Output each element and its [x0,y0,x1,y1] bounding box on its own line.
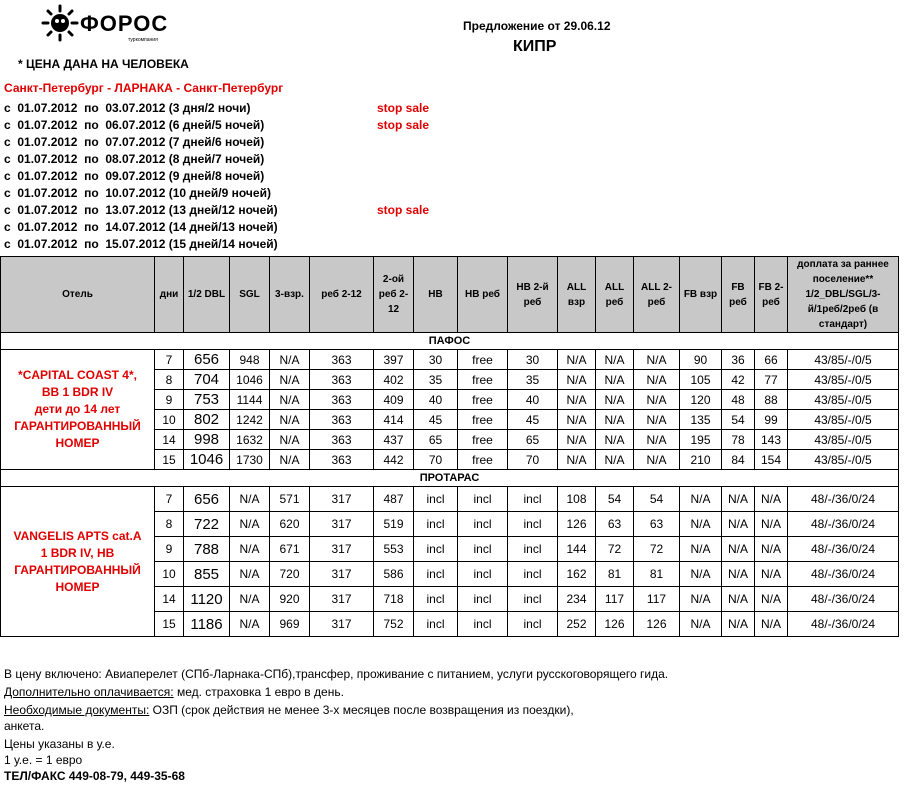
hotel-name-line: дети до 14 лет [34,402,121,416]
table-cell: N/A [680,537,722,562]
table-cell: 234 [558,587,596,612]
table-cell: 722 [184,512,230,537]
date-range: с 01.07.2012 по 08.07.2012 (8 дней/7 ночей) [4,152,265,166]
table-cell: incl [414,612,458,637]
table-cell: 720 [270,562,310,587]
table-row [1,350,899,370]
table-cell: N/A [755,512,788,537]
column-header: Отель [1,257,155,333]
table-cell: 195 [680,430,722,450]
table-cell: N/A [722,562,755,587]
table-cell: N/A [680,562,722,587]
table-cell: incl [414,512,458,537]
table-cell: 363 [310,430,374,450]
stop-sale-label: stop sale [377,203,430,217]
table-cell: incl [414,587,458,612]
price-note: * ЦЕНА ДАНА НА ЧЕЛОВЕКА [18,57,189,71]
table-cell: N/A [596,370,634,390]
table-cell: N/A [270,430,310,450]
table-cell: 1120 [184,587,230,612]
table-cell: 969 [270,612,310,637]
hotel-name-line: *CAPITAL COAST 4*, [18,368,137,382]
table-cell: 126 [596,612,634,637]
table-cell: 855 [184,562,230,587]
table-cell: 81 [634,562,680,587]
table-cell: free [458,370,508,390]
table-cell: 126 [558,512,596,537]
section-row [1,470,899,487]
hotel-name-line: 1 BDR IV, HB [40,545,115,560]
date-row [4,169,278,186]
table-cell: N/A [230,487,270,512]
docs-label: Необходимые документы: [4,703,150,717]
table-cell: incl [458,612,508,637]
table-cell: N/A [596,450,634,470]
country-title: КИПР [513,38,557,55]
table-cell: N/A [596,350,634,370]
table-cell: 135 [680,410,722,430]
table-cell: 48/-/36/0/24 [788,537,899,562]
table-cell: N/A [596,390,634,410]
table-cell: incl [458,587,508,612]
table-cell: free [458,350,508,370]
table-cell: incl [458,512,508,537]
table-cell: 43/85/-/0/5 [788,350,899,370]
table-cell: 65 [508,430,558,450]
column-header: 2-ой реб 2-12 [374,257,414,333]
table-cell: 363 [310,350,374,370]
table-cell: 586 [374,562,414,587]
table-cell: 363 [310,450,374,470]
table-cell: N/A [634,350,680,370]
table-cell: 553 [374,537,414,562]
table-cell: 8 [155,512,184,537]
currency-note: Цены указаны в у.е. [4,737,115,751]
table-cell: 14 [155,430,184,450]
table-cell: N/A [558,390,596,410]
column-header: HB реб [458,257,508,333]
offer-date: Предложение от 29.06.12 [463,19,611,33]
table-cell: N/A [722,612,755,637]
column-header: 3-взр. [270,257,310,333]
table-cell: N/A [634,430,680,450]
table-cell: 7 [155,350,184,370]
table-cell: 1632 [230,430,270,450]
table-cell: N/A [680,487,722,512]
table-cell: 30 [414,350,458,370]
extra-payment [4,685,344,699]
table-cell: 1242 [230,410,270,430]
table-cell: 802 [184,410,230,430]
column-header: HB [414,257,458,333]
documents [4,703,574,717]
table-cell: N/A [270,350,310,370]
column-header: SGL [230,257,270,333]
column-header: 1/2 DBL [184,257,230,333]
column-header: FB 2-реб [755,257,788,333]
table-cell: 718 [374,587,414,612]
table-cell: 1186 [184,612,230,637]
docs-text-continued: анкета. [4,719,45,733]
date-row [4,152,278,169]
table-cell: 117 [596,587,634,612]
table-cell: 143 [755,430,788,450]
table-cell: 43/85/-/0/5 [788,450,899,470]
table-cell: N/A [270,410,310,430]
table-cell: 63 [596,512,634,537]
table-cell: 54 [722,410,755,430]
table-cell: 70 [508,450,558,470]
table-cell: 788 [184,537,230,562]
table-cell: 317 [310,612,374,637]
table-cell: 90 [680,350,722,370]
table-cell: 43/85/-/0/5 [788,370,899,390]
route-title: Санкт-Петербург - ЛАРНАКА - Санкт-Петербург [4,81,284,95]
date-row [4,237,278,254]
table-cell: 656 [184,350,230,370]
table-cell: N/A [634,390,680,410]
section-row [1,333,899,350]
date-range: с 01.07.2012 по 09.07.2012 (9 дней/8 ночей) [4,169,265,183]
table-cell: 40 [508,390,558,410]
table-cell: 10 [155,410,184,430]
table-cell: 1046 [184,450,230,470]
table-cell: 66 [755,350,788,370]
table-cell: N/A [558,430,596,450]
table-cell: 414 [374,410,414,430]
column-header: ALL реб [596,257,634,333]
phone-fax: ТЕЛ/ФАКС 449-08-79, 449-35-68 [4,769,185,783]
table-cell: 81 [596,562,634,587]
table-cell: N/A [230,537,270,562]
table-cell: N/A [230,562,270,587]
table-cell: 252 [558,612,596,637]
column-header: FB реб [722,257,755,333]
table-cell: incl [414,537,458,562]
table-cell: incl [458,562,508,587]
sun-emblem-icon [43,6,77,40]
table-cell: N/A [722,487,755,512]
hotel-name-line: НОМЕР [55,579,100,594]
table-cell: 317 [310,562,374,587]
table-cell: incl [508,612,558,637]
hotel-name-line: BB 1 BDR IV [41,385,114,399]
table-cell: 72 [596,537,634,562]
table-cell: 35 [414,370,458,390]
column-header: ALL взр [558,257,596,333]
table-cell: 948 [230,350,270,370]
table-cell: 77 [755,370,788,390]
docs-text: ОЗП (срок действия не менее 3-х месяцев после возвращения из поездки), [149,703,574,717]
table-cell: 63 [634,512,680,537]
table-cell: incl [508,562,558,587]
svg-text:туркомпания: туркомпания [128,37,158,43]
table-cell: 108 [558,487,596,512]
table-cell: 437 [374,430,414,450]
table-cell: N/A [755,537,788,562]
table-cell: N/A [634,370,680,390]
table-cell: 48/-/36/0/24 [788,612,899,637]
table-cell: N/A [755,587,788,612]
table-cell: 43/85/-/0/5 [788,410,899,430]
table-cell: N/A [558,410,596,430]
table-cell: 88 [755,390,788,410]
table-cell: incl [508,512,558,537]
table-cell: 36 [722,350,755,370]
column-header: реб 2-12 [310,257,374,333]
table-cell: incl [458,487,508,512]
table-cell: 48/-/36/0/24 [788,512,899,537]
table-cell: N/A [722,512,755,537]
table-cell: 409 [374,390,414,410]
table-cell: N/A [722,537,755,562]
company-logo [40,4,175,44]
table-cell: N/A [634,410,680,430]
price-table [0,256,899,637]
extra-label: Дополнительно оплачивается: [4,685,174,699]
table-cell: 7 [155,487,184,512]
table-cell: N/A [230,587,270,612]
table-cell: 70 [414,450,458,470]
table-cell: 120 [680,390,722,410]
table-cell: 1730 [230,450,270,470]
table-cell: 48/-/36/0/24 [788,587,899,612]
date-range: с 01.07.2012 по 10.07.2012 (10 дней/9 ночей) [4,186,271,200]
table-cell: 1144 [230,390,270,410]
table-cell: N/A [230,612,270,637]
table-cell: 54 [634,487,680,512]
hotel-name [1,487,155,637]
section-title: ПАФОС [1,333,899,350]
column-header: HB 2-й реб [508,257,558,333]
table-cell: 35 [508,370,558,390]
table-cell: 105 [680,370,722,390]
table-cell: 84 [722,450,755,470]
svg-text:ФОРОС: ФОРОС [80,11,169,36]
table-cell: 14 [155,587,184,612]
table-cell: 442 [374,450,414,470]
table-cell: 45 [508,410,558,430]
table-cell: N/A [596,430,634,450]
table-cell: 402 [374,370,414,390]
date-row [4,203,430,220]
table-cell: 753 [184,390,230,410]
table-cell: 671 [270,537,310,562]
table-cell: 620 [270,512,310,537]
table-cell: 43/85/-/0/5 [788,390,899,410]
date-range: с 01.07.2012 по 15.07.2012 (15 дней/14 ночей) [4,237,278,251]
table-cell: N/A [558,350,596,370]
table-cell: 15 [155,612,184,637]
table-cell: incl [508,537,558,562]
table-cell: N/A [680,612,722,637]
table-cell: incl [458,537,508,562]
table-cell: free [458,410,508,430]
table-cell: N/A [270,390,310,410]
table-cell: N/A [680,587,722,612]
date-row [4,135,278,152]
table-cell: 752 [374,612,414,637]
table-cell: 363 [310,390,374,410]
table-cell: 1046 [230,370,270,390]
date-range: с 01.07.2012 по 06.07.2012 (6 дней/5 ночей) [4,118,265,132]
table-cell: 54 [596,487,634,512]
table-cell: 317 [310,487,374,512]
date-list [4,101,430,254]
column-header: FB взр [680,257,722,333]
table-cell: 571 [270,487,310,512]
hotel-name [1,350,155,470]
table-cell: 48 [722,390,755,410]
table-cell: 10 [155,562,184,587]
date-row [4,220,278,237]
section-title: ПРОТАРАС [1,470,899,487]
table-cell: N/A [270,450,310,470]
table-cell: 48/-/36/0/24 [788,487,899,512]
column-header: ALL 2-реб [634,257,680,333]
table-cell: N/A [722,587,755,612]
table-cell: 72 [634,537,680,562]
table-cell: 397 [374,350,414,370]
table-cell: 154 [755,450,788,470]
table-cell: N/A [634,450,680,470]
table-cell: 15 [155,450,184,470]
table-cell: 45 [414,410,458,430]
column-header: доплата за раннее поселение** 1/2_DBL/SGL/3-й/1реб/2реб (в стандарт) [788,257,899,333]
table-cell: 99 [755,410,788,430]
table-cell: 40 [414,390,458,410]
date-range: с 01.07.2012 по 07.07.2012 (7 дней/6 ночей) [4,135,265,149]
table-cell: 42 [722,370,755,390]
table-cell: 144 [558,537,596,562]
date-row [4,101,430,118]
column-header: дни [155,257,184,333]
table-cell: incl [414,487,458,512]
table-cell: 920 [270,587,310,612]
date-row [4,118,430,135]
date-range: с 01.07.2012 по 03.07.2012 (3 дня/2 ночи) [4,101,251,115]
table-cell: 317 [310,587,374,612]
table-cell: 519 [374,512,414,537]
table-cell: N/A [558,450,596,470]
hotel-name-line: НОМЕР [55,436,100,450]
table-cell: 43/85/-/0/5 [788,430,899,450]
hotel-name-line: VANGELIS APTS cat.A [13,528,142,543]
table-cell: 65 [414,430,458,450]
table-cell: 78 [722,430,755,450]
table-cell: 704 [184,370,230,390]
table-cell: N/A [558,370,596,390]
table-cell: 48/-/36/0/24 [788,562,899,587]
table-cell: 998 [184,430,230,450]
table-cell: 317 [310,512,374,537]
table-cell: N/A [270,370,310,390]
table-cell: 363 [310,370,374,390]
table-header-row [1,257,899,333]
table-cell: free [458,430,508,450]
hotel-name-line: ГАРАНТИРОВАННЫЙ [14,562,141,577]
table-cell: 126 [634,612,680,637]
table-cell: incl [414,562,458,587]
table-cell: 317 [310,537,374,562]
table-cell: 8 [155,370,184,390]
hotel-name-line: ГАРАНТИРОВАННЫЙ [14,419,141,433]
table-cell: N/A [596,410,634,430]
table-cell: incl [508,587,558,612]
table-cell: 162 [558,562,596,587]
table-cell: 363 [310,410,374,430]
table-cell: 9 [155,390,184,410]
table-row [1,487,899,512]
table-cell: free [458,450,508,470]
extra-text: мед. страховка 1 евро в день. [173,685,344,699]
date-range: с 01.07.2012 по 13.07.2012 (13 дней/12 ночей) [4,203,278,217]
stop-sale-label: stop sale [377,101,430,115]
table-cell: 656 [184,487,230,512]
table-cell: 9 [155,537,184,562]
table-cell: 30 [508,350,558,370]
table-cell: N/A [755,562,788,587]
table-cell: N/A [755,487,788,512]
table-cell: 487 [374,487,414,512]
date-range: с 01.07.2012 по 14.07.2012 (14 дней/13 ночей) [4,220,278,234]
table-cell: N/A [230,512,270,537]
exchange-rate: 1 у.е. = 1 евро [4,753,83,767]
table-cell: free [458,390,508,410]
date-row [4,186,278,203]
table-cell: N/A [680,512,722,537]
table-cell: incl [508,487,558,512]
table-cell: 210 [680,450,722,470]
table-cell: N/A [755,612,788,637]
stop-sale-label: stop sale [377,118,430,132]
table-cell: 117 [634,587,680,612]
included-note: В цену включено: Авиаперелет (СПб-Ларнака-СПб),трансфер, проживание с питанием, услуги русскоговорящего гида. [4,667,669,681]
